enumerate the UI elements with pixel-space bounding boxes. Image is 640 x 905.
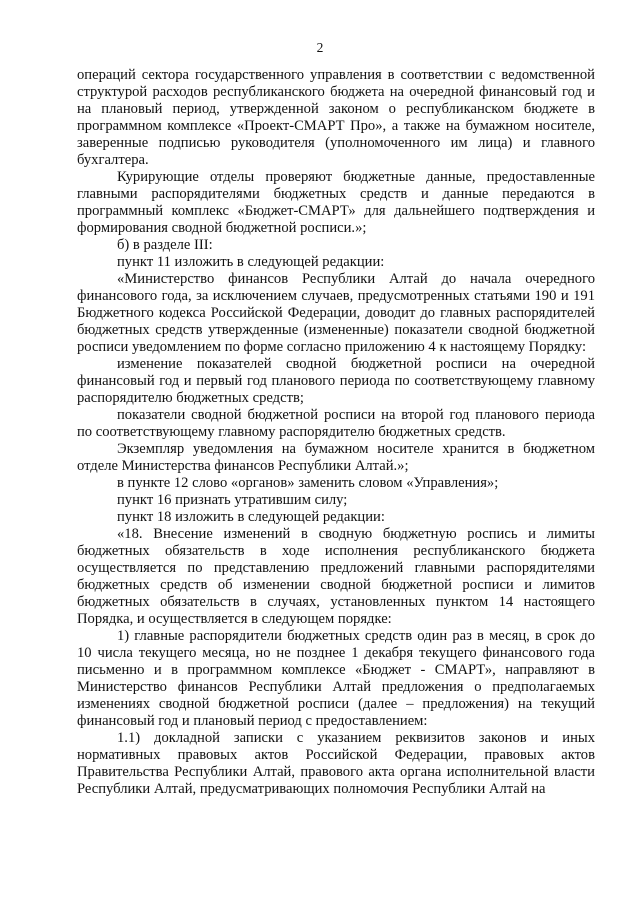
- paragraph-curating-departments: Курирующие отделы проверяют бюджетные данные, предоставленные главными распорядителями бюджетных средств и данные передаются в программный комплекс «Бюджет-СМАРТ» для дальнейшего подтверждения и формирования сводной бюджетной росписи.»;: [77, 169, 595, 236]
- paragraph-subitem-1: 1) главные распорядители бюджетных средств один раз в месяц, в срок до 10 числа текущего месяца, но не позднее 1 декабря текущего финансового года письменно и в программном комплексе «Бюджет - СМАРТ», направляют в Министерство финансов Республики Алтай предложения о предполагаемых изменениях сводной бюджетной росписи (далее – предложения) на текущий финансовый год и плановый период с предоставлением:: [77, 628, 595, 729]
- paragraph-subitem-1-1: 1.1) докладной записки с указанием реквизитов законов и иных нормативных правовых актов Российской Федерации, правовых актов Правительства Республики Алтай, правового акта органа исполнительной власти Республики Алтай, предусматривающих полномочия Республики Алтай на: [77, 730, 595, 797]
- paragraph-continuation: операций сектора государственного управления в соответствии с ведомственной структурой расходов республиканского бюджета на очередной финансовый год и на плановый период, утвержденной законом о республиканском бюджете в программном комплексе «Проект-СМАРТ Про», а также на бумажном носителе, заверенные подписью руководителя (уполномоченного им лица) и главного бухгалтера.: [77, 67, 595, 168]
- paragraph-ministry-notice: «Министерство финансов Республики Алтай до начала очередного финансового года, за исключением случаев, предусмотренных статьями 190 и 191 Бюджетного кодекса Российской Федерации, доводит до главных распорядителей бюджетных средств утвержденные (измененные) показатели сводной бюджетной росписи уведомлением по форме согласно приложению 4 к настоящему Порядку:: [77, 271, 595, 355]
- paragraph-item-18: пункт 18 изложить в следующей редакции:: [117, 509, 385, 525]
- paragraph-item-12: в пункте 12 слово «органов» заменить словом «Управления»;: [117, 475, 499, 491]
- paragraph-item-11: пункт 11 изложить в следующей редакции:: [117, 254, 385, 270]
- page-number: 2: [316, 40, 324, 55]
- paragraph-section-3: б) в разделе III:: [117, 237, 213, 253]
- paragraph-item-16: пункт 16 признать утратившим силу;: [117, 492, 348, 508]
- paragraph-notice-copy: Экземпляр уведомления на бумажном носителе хранится в бюджетном отделе Министерства финансов Республики Алтай.»;: [77, 441, 595, 474]
- document-body: [77, 67, 595, 798]
- paragraph-change-indicators: изменение показателей сводной бюджетной росписи на очередной финансовый год и первый год планового периода по соответствующему главному распорядителю бюджетных средств;: [77, 356, 595, 406]
- paragraph-second-year-indicators: показатели сводной бюджетной росписи на второй год планового периода по соответствующему главному распорядителю бюджетных средств.: [77, 407, 595, 440]
- paragraph-item-18-text: «18. Внесение изменений в сводную бюджетную роспись и лимиты бюджетных обязательств в ходе исполнения республиканского бюджета осуществляется по представлению предложений главными распорядителями бюджетных средств об изменении сводной бюджетной росписи и лимитов бюджетных обязательств в случаях, установленных пунктом 14 настоящего Порядка, и осуществляется в следующем порядке:: [77, 526, 595, 627]
